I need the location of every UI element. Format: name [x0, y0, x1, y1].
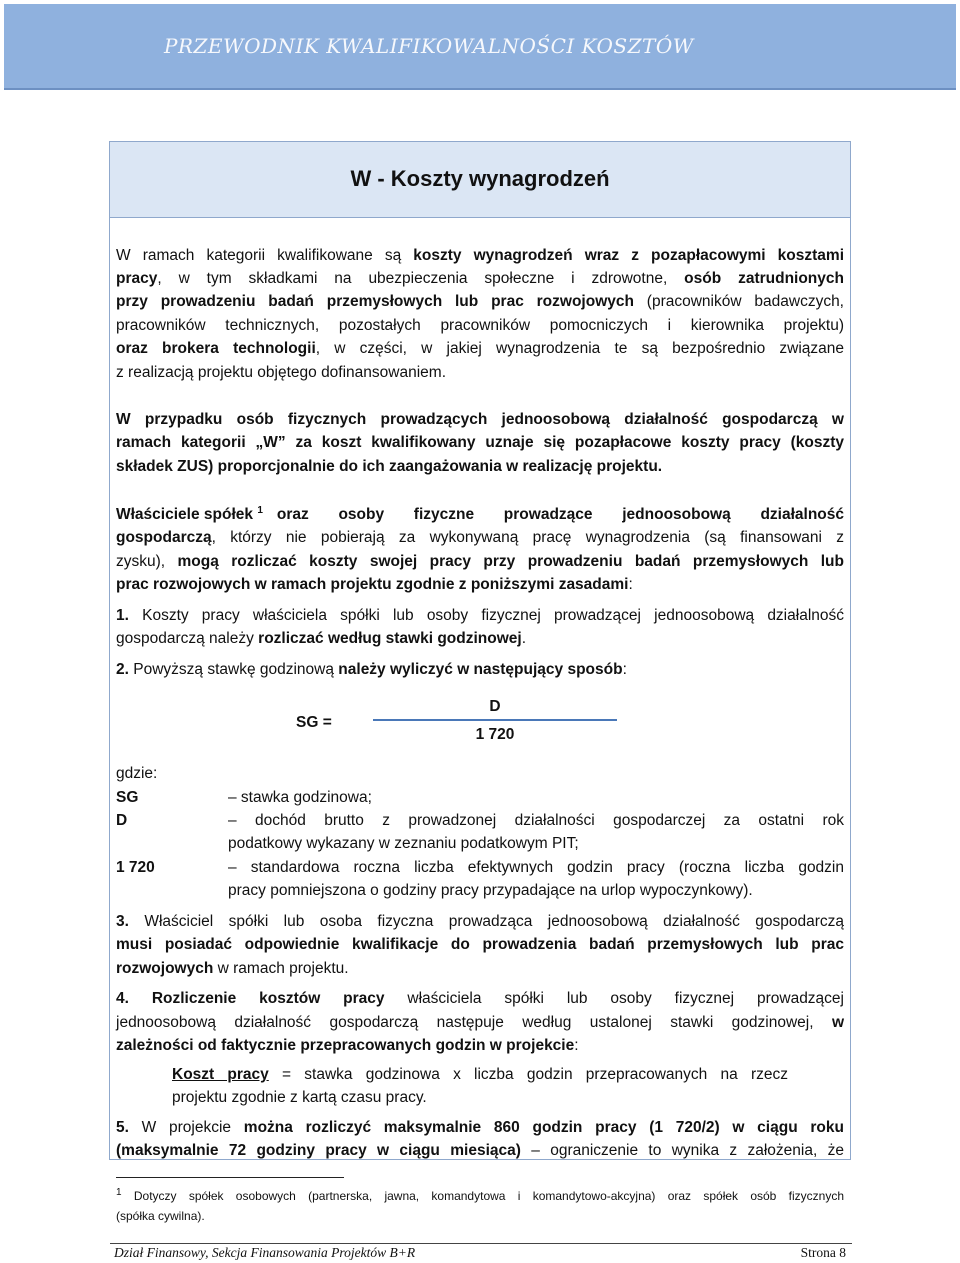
p1-line-3: przy prowadzeniu badań przemysłowych lub prac rozwojowych (pracowników badawczych,: [116, 293, 844, 310]
p1-line-4: pracowników technicznych, pozostałych pracowników pomocniczych i kierownika projektu): [116, 317, 844, 334]
formula-denominator: 1 720: [475, 726, 515, 743]
footnote-mark: 1: [116, 1187, 122, 1198]
item1-line-1: 1. Koszty pracy właściciela spółki lub osoby fizycznej prowadzącej jednoosobową działalność: [116, 607, 844, 624]
cost-formula-line-1: Koszt pracy = stawka godzinowa x liczba godzin przepracowanych na rzecz: [172, 1066, 788, 1083]
p2-line-2: ramach kategorii „W” za koszt kwalifikowany uznaje się pozapłacowe koszty pracy (koszty: [116, 434, 844, 451]
item4-line-1: 4. Rozliczenie kosztów pracy właściciela spółki lub osoby fizycznej prowadzącej: [116, 990, 844, 1007]
defs-intro: gdzie:: [116, 765, 158, 782]
fraction-line: [373, 719, 617, 721]
cost-label: Koszt pracy: [172, 1066, 269, 1083]
def-h-desc-2: pracy pomniejszona o godziny pracy przypadające na urlop wypoczynkowy).: [228, 882, 753, 899]
p3-line-1: Właściciele spółek $^1$ oraz osoby fizyczne prowadzące jednoosobową działalność: [116, 504, 844, 523]
item1-line-2: gospodarczą należy rozliczać według stawki godzinowej.: [116, 630, 527, 647]
cost-formula-line-2: projektu zgodnie z kartą czasu pracy.: [172, 1089, 427, 1106]
p3-line-4: prac rozwojowych w ramach projektu zgodnie z poniższymi zasadami:: [116, 576, 633, 593]
p3-line-3: zysku), mogą rozliczać koszty swojej pracy przy prowadzeniu badań przemysłowych lub: [116, 553, 844, 570]
page-number: Strona 8: [800, 1245, 846, 1260]
footer-rule: [110, 1243, 852, 1244]
p1-line-6: z realizacją projektu objętego dofinansowaniem.: [116, 364, 447, 381]
footnote-line-1: $^1$ Dotyczy spółek osobowych (partnerska, jawna, komandytowa i komandytowo-akcyjna) oraz spółek osób fizycznych: [116, 1187, 844, 1203]
item5-line-1: 5. W projekcie można rozliczyć maksymalnie 860 godzin pracy (1 720/2) w ciągu roku: [116, 1119, 844, 1136]
footer-department: Dział Finansowy, Sekcja Finansowania Projektów B+R: [114, 1245, 416, 1260]
def-sg-desc: – stawka godzinowa;: [228, 789, 372, 806]
banner-title: PRZEWODNIK KWALIFIKOWALNOŚCI KOSZTÓW: [164, 34, 694, 58]
item4-line-2: jednoosobową działalność gospodarczą następuje według ustalonej stawki godzinowej, w: [116, 1014, 844, 1031]
formula-numerator: D: [489, 698, 501, 715]
def-h-term: 1 720: [116, 859, 155, 876]
section-title-box: [109, 141, 851, 218]
item3-line-3: rozwojowych w ramach projektu.: [116, 960, 349, 977]
def-d-term: D: [116, 812, 128, 829]
footnote-ref: 1: [257, 504, 263, 516]
p2-line-3: składek ZUS) proporcjonalnie do ich zaangażowania w realizację projektu.: [116, 458, 663, 475]
item3-line-1: 3. Właściciel spółki lub osoba fizyczna prowadząca jednoosobową działalność gospodarczą: [116, 913, 844, 930]
footnote-rule: [116, 1177, 344, 1178]
item2-line-1: 2. Powyższą stawkę godzinową należy wyliczyć w następujący sposób:: [116, 661, 627, 678]
item3-line-2: musi posiadać odpowiednie kwalifikacje do prowadzenia badań przemysłowych lub prac: [116, 936, 844, 953]
p1-line-5: oraz brokera technologii, w części, w jakiej wynagrodzenia te są bezpośrednio związane: [116, 340, 845, 357]
footnote-line-2: (spółka cywilna).: [116, 1209, 205, 1223]
header-banner: [4, 4, 956, 90]
p2-line-1: W przypadku osób fizycznych prowadzących jednoosobową działalność gospodarczą w: [116, 411, 844, 428]
section-title: W - Koszty wynagrodzeń: [350, 166, 610, 191]
def-sg-term: SG: [116, 789, 139, 806]
def-d-desc-2: podatkowy wykazany w zeznaniu podatkowym PIT;: [228, 835, 579, 852]
item4-line-3: zależności od faktycznie przepracowanych godzin w projekcie:: [116, 1037, 579, 1054]
p3-line-2: gospodarczą, którzy nie pobierają za wykonywaną pracę wynagrodzenia (są finansowani z: [116, 529, 844, 546]
p1-line-2: pracy, w tym składkami na ubezpieczenia społeczne i zdrowotne, osób zatrudnionych: [116, 270, 844, 287]
p1-line-1: W ramach kategorii kwalifikowane są koszty wynagrodzeń wraz z pozapłacowymi kosztami: [116, 247, 844, 264]
def-h-desc-1: – standardowa roczna liczba efektywnych godzin pracy (roczna liczba godzin: [228, 859, 844, 876]
formula-lhs: SG =: [296, 714, 332, 731]
item5-line-2: (maksymalnie 72 godziny pracy w ciągu miesiąca) – ograniczenie to wynika z założenia, że: [116, 1142, 844, 1159]
def-d-desc-1: – dochód brutto z prowadzonej działalności gospodarczej za ostatni rok: [228, 812, 844, 829]
